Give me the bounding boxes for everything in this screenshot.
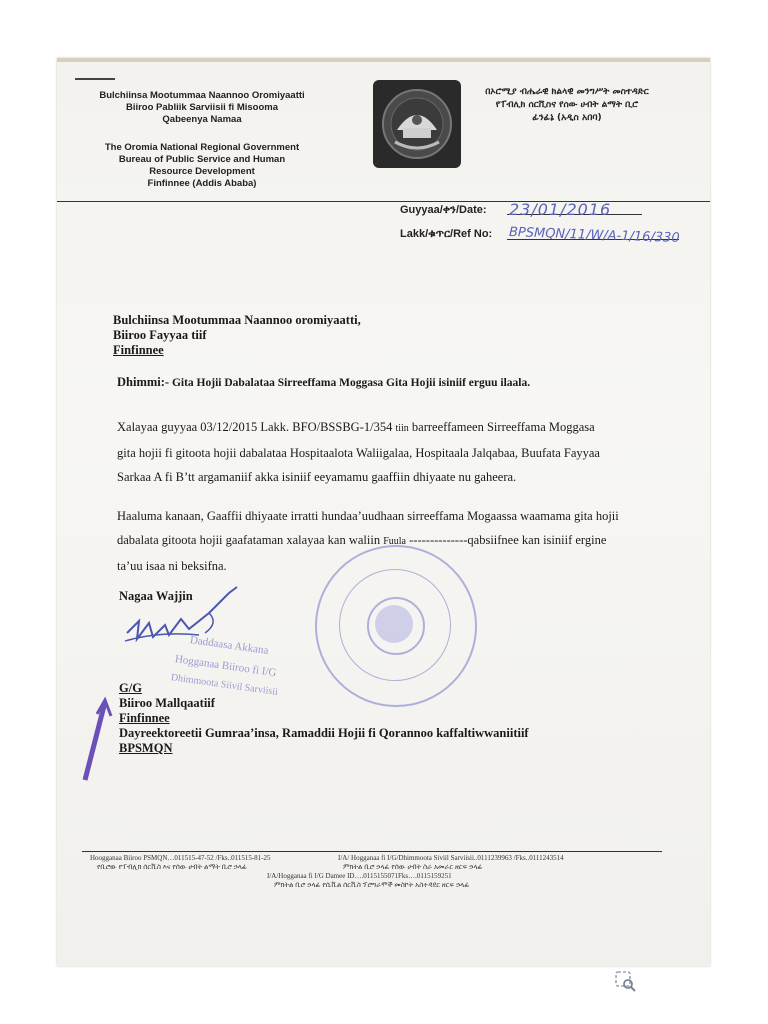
- subject-text: Gita Hojii Dabalataa Sirreeffama Moggasa Gita Hojii isiniif erguu ilaala.: [171, 377, 531, 389]
- body-text: barreeffameen Sirreeffama Moggasa: [408, 420, 595, 434]
- body-line: Haaluma kanaan, Gaaffii dhiyaate irratti hundaa’uudhaan sirreeffama Mogaassa waamama gita hojii: [117, 509, 619, 523]
- ref-label: Lakk/ቁጥር/Ref No:: [400, 228, 493, 240]
- address-line: Bulchiinsa Mootummaa Naannoo oromiyaatti,: [113, 313, 361, 327]
- body-text: --------------qabsiifnee kan isiniif ergine: [406, 533, 607, 547]
- cc-label: G/G: [119, 681, 142, 695]
- header-english-line: Bureau of Public Service and Human: [118, 154, 286, 165]
- header-english-line: Finfinnee (Addis Ababa): [147, 178, 257, 189]
- stamp-line: Hogganaa Biiroo fi I/G: [174, 653, 278, 680]
- header-oromo-line: Biiroo Pabliik Sarviisii fi Misooma: [125, 102, 279, 113]
- header-english-block: [82, 142, 322, 190]
- body-text-small: tiin: [395, 423, 409, 434]
- body-text: dabalata gitoota hojii gaafataman xalayaa kan waliin: [117, 533, 384, 547]
- date-label: Guyyaa/ቀን/Date:: [400, 204, 487, 216]
- body-line: Sarkaa A fi B’tt argamaniif akka isiniif eeyamamu gaaffiin dhiyaate nu gaheera.: [117, 470, 517, 484]
- header-amharic-line: ፊንፊኔ (አዲስ አበባ): [532, 113, 602, 123]
- recipient-address: [113, 313, 361, 358]
- date-value: 23/01/2016: [509, 200, 612, 219]
- subject-line: [117, 375, 530, 390]
- image-search-icon[interactable]: [613, 969, 637, 993]
- cc-block: [119, 681, 529, 756]
- header-amharic-line: በኦሮሚያ ብሔራዊ ክልላዊ መንግሥት መስተዳድር: [485, 87, 649, 97]
- footer-contact-amharic: የቢሮው የፐብሊክ ሰርቪስ እና የሰው ሀብት ልማት ቢሮ ኃላፊ: [97, 863, 248, 871]
- cc-line: Dayreektoreetii Gumraa’insa, Ramaddii Hojii fi Qorannoo kaffaltiwwaniitiif: [119, 726, 529, 740]
- address-line: Biiroo Fayyaa tiif: [113, 328, 207, 342]
- regional-seal-emblem-icon: [373, 80, 461, 168]
- footer-contact: I/A/Hogganaa fi I/G Damee ID….0115155071Fks….0115159251: [267, 872, 452, 880]
- header-english-line: Resource Development: [149, 166, 255, 177]
- ref-value: BPSMQN/11/W/A-1/16/330: [508, 225, 680, 246]
- header-amharic-line: የፐብሊክ ሰርቪስና የሰው ሀብት ልማት ቢሮ: [495, 100, 639, 110]
- footer-contact-amharic: ምክትል ቢሮ ኃላፊ የሰው ሀብት ስራ አመራር ዘርፍ ኃላፊ: [343, 863, 483, 871]
- stamp-line: Daddaasa Akkana: [189, 634, 270, 657]
- header-divider: [57, 201, 710, 202]
- footer-contact: Hoogganaa Biiroo PSMQN…011515-47-52 /Fks..011515-81-25: [90, 854, 271, 862]
- header-oromo-line: Bulchiinsa Mootummaa Naannoo Oromiyaatti: [99, 90, 305, 101]
- letter-page: [57, 58, 710, 966]
- body-text: Xalayaa guyyaa 03/12/2015 Lakk. BFO/BSSBG-1/354: [117, 420, 396, 434]
- body-line: [117, 415, 677, 441]
- cc-line: Biiroo Mallqaatiif: [119, 696, 215, 710]
- body-paragraph-1: [117, 415, 677, 489]
- footer-contact-amharic: ምክትል ቢሮ ኃላፊ የሲቪል ሰርቪስ ፕሮግራሞች መስኮት አስተዳደር ዘርፍ ኃላፊ: [274, 881, 470, 889]
- subject-label: Dhimmi:-: [117, 375, 170, 389]
- address-city: Finfinnee: [113, 343, 164, 357]
- body-text-small: Fuula: [383, 536, 406, 547]
- stamp-line: Dhimmoota Siivil Sarviisii: [170, 672, 279, 698]
- stamp-emblem-icon: [375, 605, 413, 643]
- pen-arrow-mark: [77, 694, 117, 784]
- header-oromo-line: Qabeenya Namaa: [162, 114, 242, 125]
- paper-edge: [57, 58, 710, 62]
- header-oromo-block: [82, 90, 322, 126]
- footer-contact: I/A/ Hogganaa fi I/G/Dhimmoota Siviil Sarviisii..0111239963 /Fks..0111243514: [338, 854, 564, 862]
- header-amharic-block: [462, 86, 672, 125]
- closing-salutation: Nagaa Wajjin: [119, 589, 193, 603]
- body-line: ta’uu isaa ni beksifna.: [117, 559, 227, 573]
- cc-line: Finfinnee: [119, 711, 170, 725]
- body-line: gita hojii fi gitoota hojii dabalataa Hospitaalota Waliigalaa, Hospitaala Jalqabaa, Buufata Fayyaa: [117, 446, 600, 460]
- footer-divider: [82, 851, 662, 852]
- header-english-line: The Oromia National Regional Government: [104, 142, 300, 153]
- cc-line: BPSMQN: [119, 741, 173, 755]
- margin-mark: [75, 78, 115, 80]
